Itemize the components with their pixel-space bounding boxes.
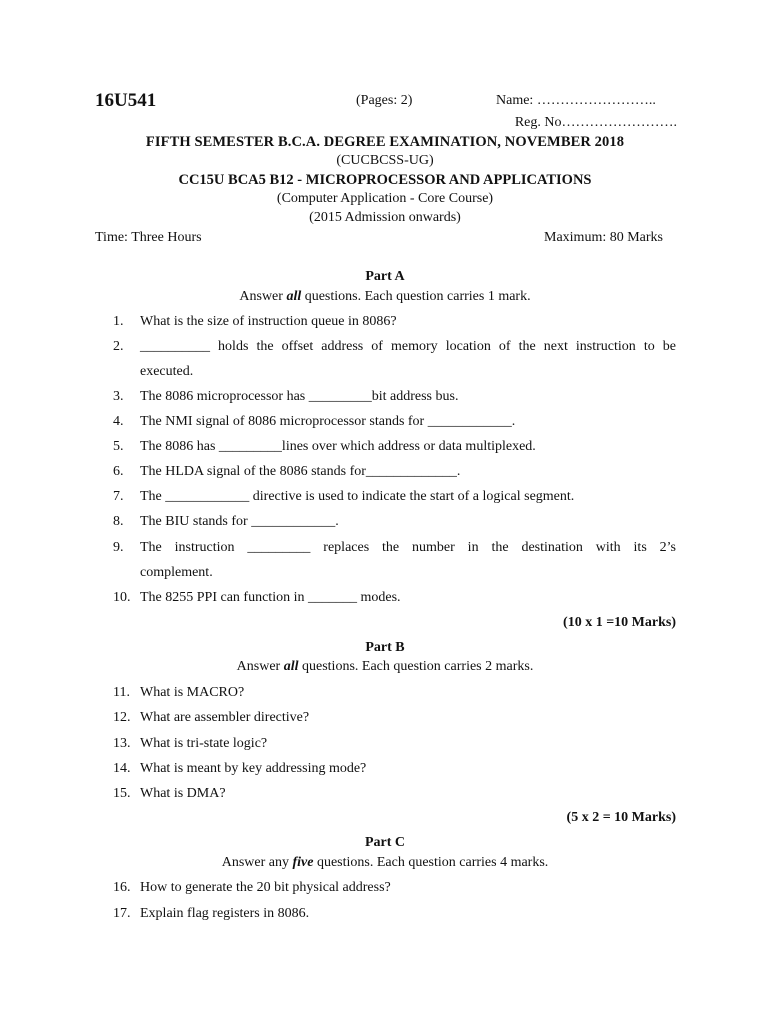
part-b-marks: (5 x 2 = 10 Marks) xyxy=(566,810,676,825)
question-text: What is meant by key addressing mode? xyxy=(140,761,367,776)
question-text: __________ holds the offset address of memory location of the next instruction to be xyxy=(140,339,676,354)
exam-scheme: (CUCBCSS-UG) xyxy=(336,153,434,168)
instr-text: Answer xyxy=(239,289,287,304)
part-c-heading: Part C xyxy=(364,835,406,850)
question-number: 11. xyxy=(113,685,130,700)
page-count: (Pages: 2) xyxy=(356,93,413,108)
question-number: 10. xyxy=(113,590,131,605)
part-a-instructions xyxy=(0,289,770,305)
admission-note: (2015 Admission onwards) xyxy=(309,210,461,225)
instr-emphasis: all xyxy=(286,289,302,304)
question-number: 17. xyxy=(113,906,131,921)
instr-text: questions. Each question carries 4 marks. xyxy=(313,855,549,870)
question-text: How to generate the 20 bit physical address? xyxy=(140,880,391,895)
question-text: What is MACRO? xyxy=(140,685,245,700)
maximum-marks: Maximum: 80 Marks xyxy=(544,230,663,245)
question-text: The NMI signal of 8086 microprocessor stands for ____________. xyxy=(140,414,516,429)
question-number: 13. xyxy=(113,736,131,751)
question-text: The 8086 microprocessor has _________bit address bus. xyxy=(140,389,459,404)
question-number: 4. xyxy=(113,414,124,429)
course-category: (Computer Application - Core Course) xyxy=(276,191,494,206)
question-text: What is the size of instruction queue in 8086? xyxy=(140,314,397,329)
question-number: 1. xyxy=(113,314,124,329)
question-text: executed. xyxy=(140,364,194,379)
part-b-heading: Part B xyxy=(365,640,405,655)
instr-text: Answer xyxy=(236,659,284,674)
question-text: The instruction _________ replaces the number in the destination with its 2’s xyxy=(140,540,676,555)
question-text: What is DMA? xyxy=(140,786,226,801)
question-text: The BIU stands for ____________. xyxy=(140,514,339,529)
question-text: The ____________ directive is used to indicate the start of a logical segment. xyxy=(140,489,575,504)
question-number: 16. xyxy=(113,880,131,895)
question-number: 5. xyxy=(113,439,124,454)
instr-text: Answer any xyxy=(221,855,293,870)
question-text: The 8255 PPI can function in _______ modes. xyxy=(140,590,401,605)
question-number: 8. xyxy=(113,514,124,529)
question-number: 2. xyxy=(113,339,124,354)
question-text: The HLDA signal of the 8086 stands for_____________. xyxy=(140,464,461,479)
question-number: 7. xyxy=(113,489,124,504)
question-number: 12. xyxy=(113,710,131,725)
question-number: 15. xyxy=(113,786,131,801)
exam-duration: Time: Three Hours xyxy=(95,230,202,245)
exam-title: FIFTH SEMESTER B.C.A. DEGREE EXAMINATION, NOVEMBER 2018 xyxy=(145,134,625,150)
question-text: The 8086 has _________lines over which address or data multiplexed. xyxy=(140,439,536,454)
part-a-marks: (10 x 1 =10 Marks) xyxy=(563,615,676,630)
course-title: CC15U BCA5 B12 - MICROPROCESSOR AND APPLICATIONS xyxy=(178,172,592,188)
question-number: 9. xyxy=(113,540,124,555)
question-number: 6. xyxy=(113,464,124,479)
part-a-heading: Part A xyxy=(365,269,405,284)
reg-no-field: Reg. No……………………. xyxy=(514,115,677,130)
question-number: 14. xyxy=(113,761,131,776)
part-c-instructions xyxy=(0,855,770,871)
instr-emphasis: five xyxy=(292,855,314,870)
paper-code: 16U541 xyxy=(95,90,157,111)
instr-emphasis: all xyxy=(283,659,299,674)
question-text: Explain flag registers in 8086. xyxy=(140,906,310,921)
question-text: complement. xyxy=(140,565,213,580)
name-field: Name: …………………….. xyxy=(496,93,656,108)
question-text: What is tri-state logic? xyxy=(140,736,268,751)
instr-text: questions. Each question carries 1 mark. xyxy=(301,289,531,304)
question-text: What are assembler directive? xyxy=(140,710,310,725)
part-b-instructions xyxy=(0,659,770,675)
instr-text: questions. Each question carries 2 marks. xyxy=(298,659,534,674)
question-number: 3. xyxy=(113,389,124,404)
